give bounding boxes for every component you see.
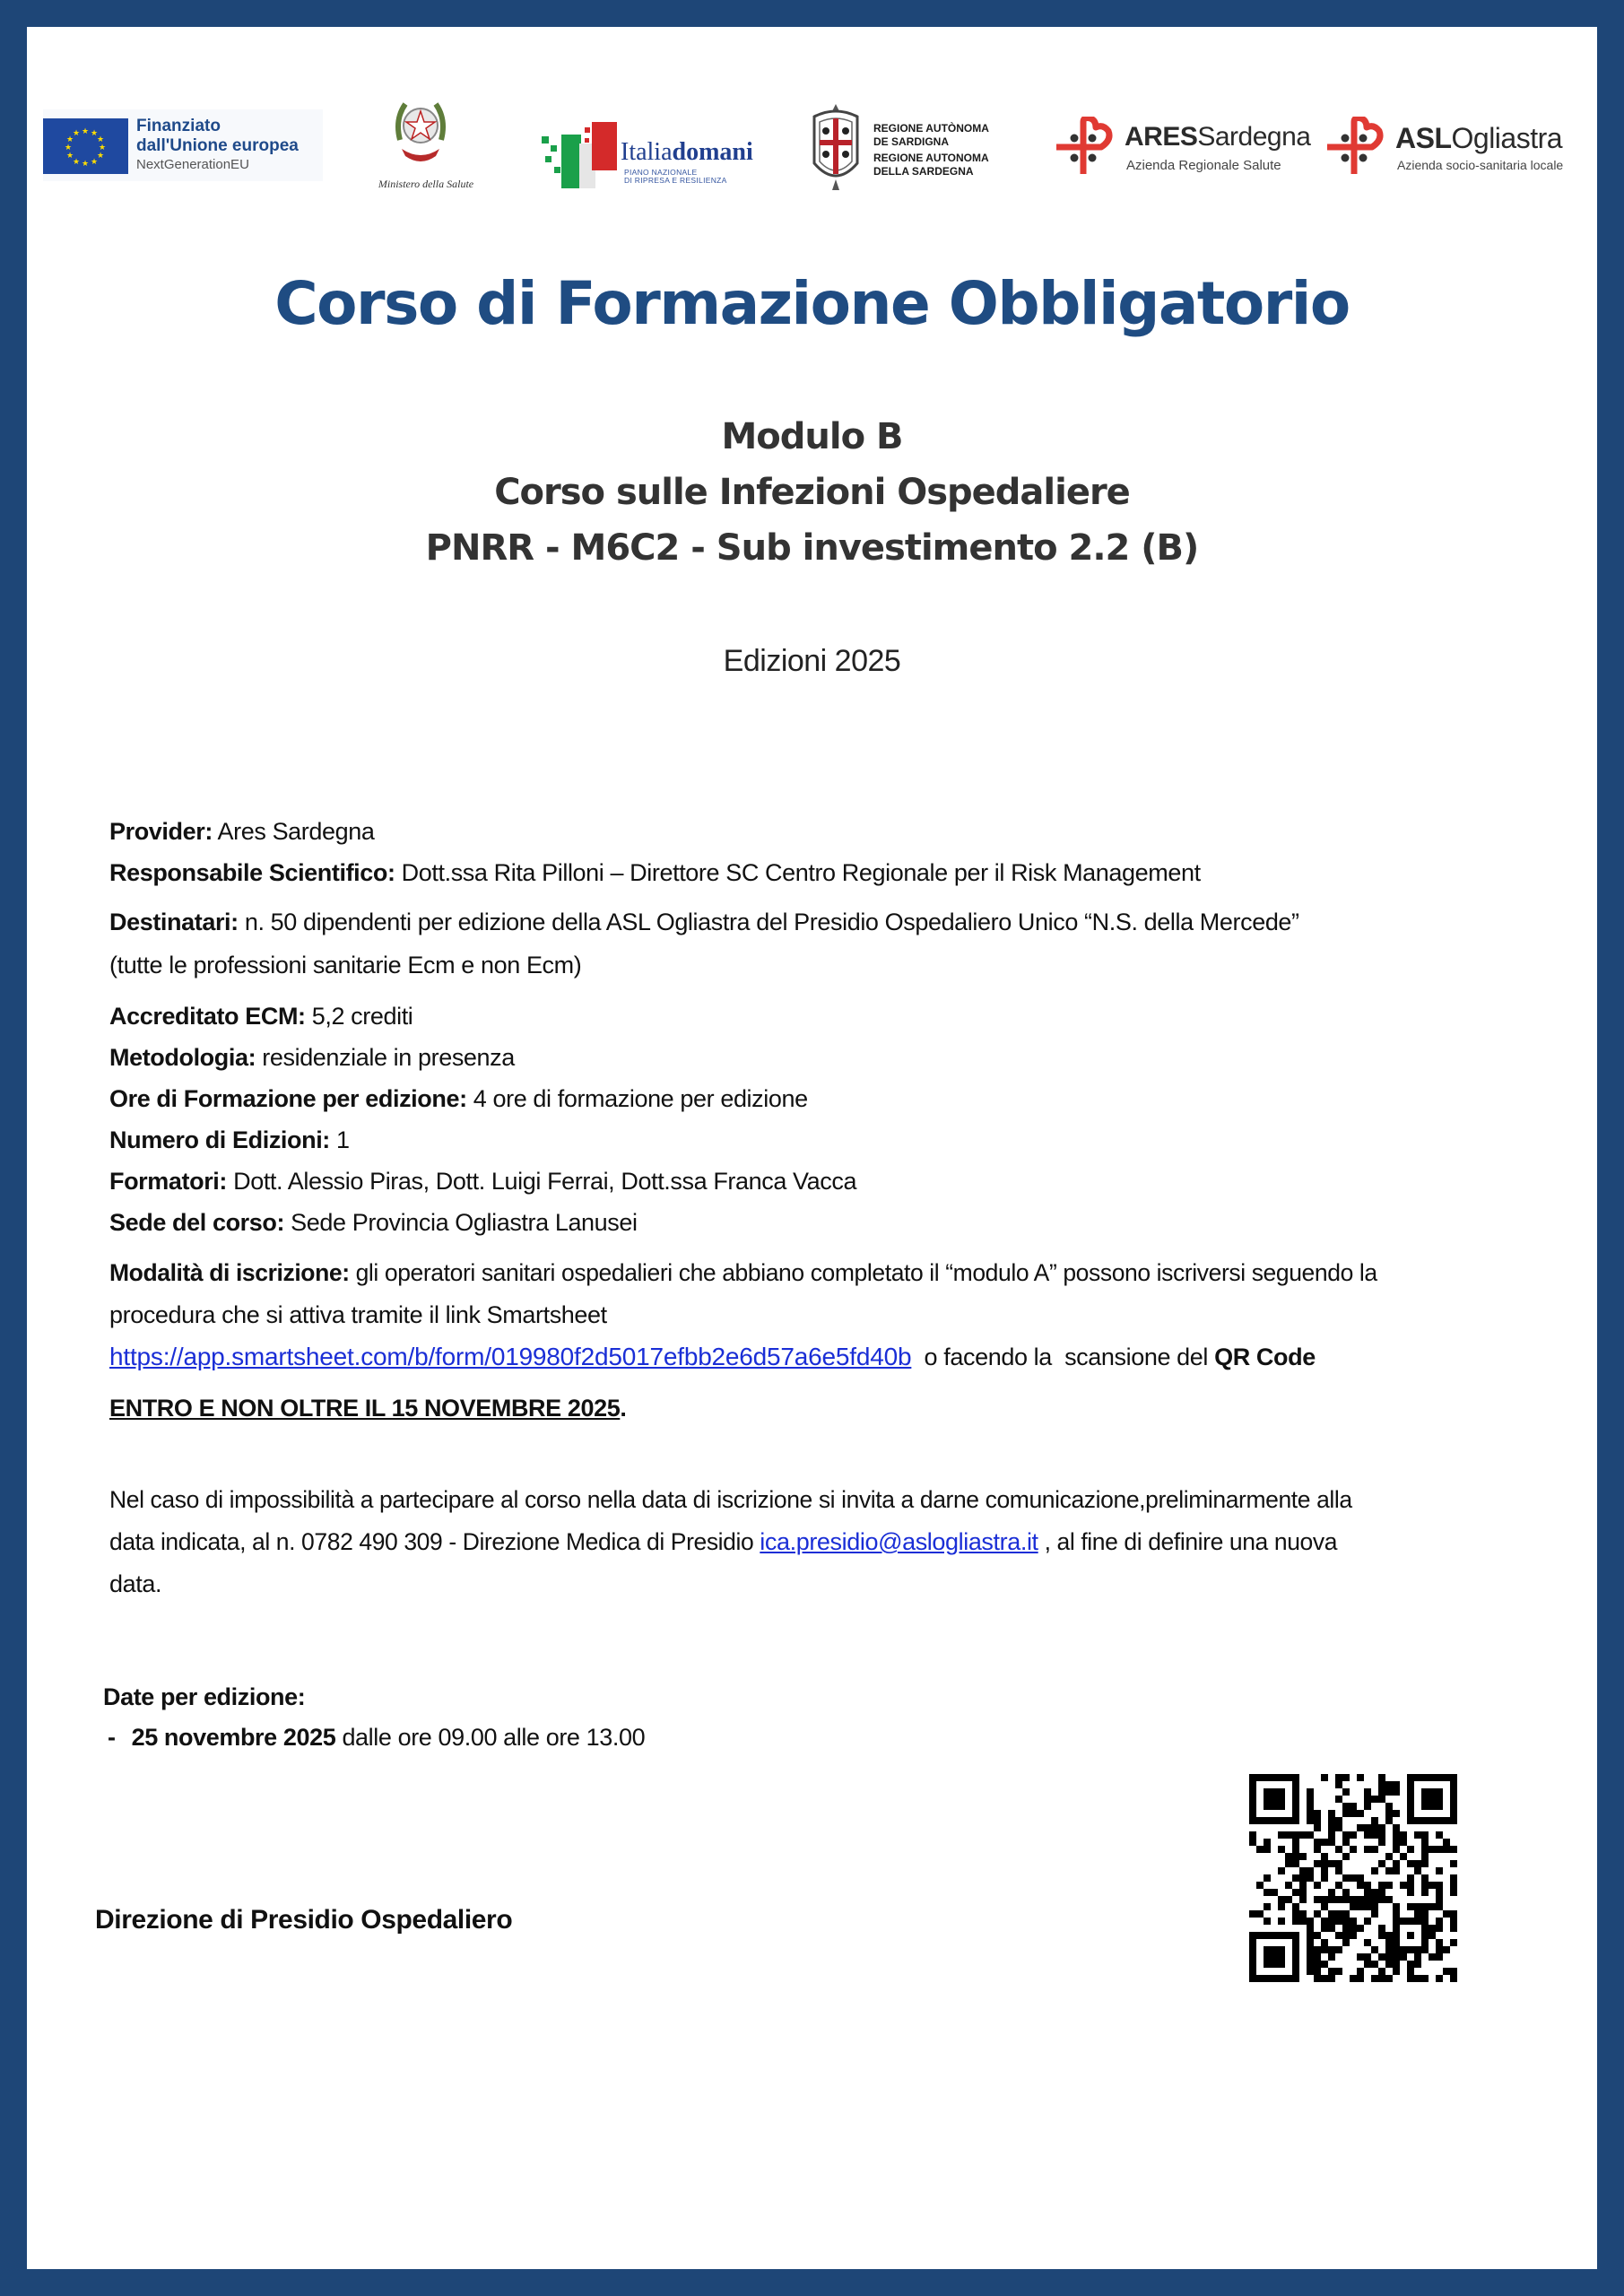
course-title: Corso sulle Infezioni Ospedaliere — [494, 472, 1130, 513]
ares-name-bold: ARES — [1125, 122, 1198, 152]
regione-line4: DELLA SARDEGNA — [873, 165, 974, 178]
iscrizione-line3 — [109, 1343, 1316, 1371]
detail-label: Responsabile Scientifico: — [109, 859, 395, 886]
avviso-text: , al fine di definire una nuova — [1038, 1528, 1338, 1555]
page-title: Corso di Formazione Obbligatorio — [274, 269, 1350, 338]
ministero-caption: Ministero della Salute — [378, 178, 474, 190]
eu-logo-line2: dall'Unione europea — [136, 136, 299, 155]
date-item — [108, 1724, 645, 1752]
ares-subtitle: Azienda Regionale Salute — [1126, 158, 1281, 173]
iscrizione-line2: procedura che si attiva tramite il link Smartsheet — [109, 1301, 607, 1328]
asl-name-bold: ASL — [1395, 122, 1452, 154]
logo-regione-sardegna — [809, 100, 1024, 194]
deadline-period: . — [620, 1395, 627, 1422]
asl-subtitle: Azienda socio-sanitaria locale — [1397, 158, 1564, 172]
program-title: PNRR - M6C2 - Sub investimento 2.2 (B) — [425, 527, 1199, 569]
detail-numero-edizioni — [109, 1126, 350, 1154]
detail-label: Ore di Formazione per edizione: — [109, 1085, 467, 1112]
email-link[interactable]: ica.presidio@aslogliastra.it — [760, 1528, 1038, 1555]
detail-value: Sede Provincia Ogliastra Lanusei — [284, 1209, 638, 1236]
smartsheet-link[interactable]: https://app.smartsheet.com/b/form/019980f2d5017efbb2e6d57a6e5fd40b — [109, 1343, 912, 1370]
detail-value: 5,2 crediti — [305, 1003, 413, 1030]
detail-provider — [109, 818, 374, 846]
logo-eu-nextgeneration — [43, 109, 323, 181]
eu-logo-line3: NextGenerationEU — [136, 157, 249, 172]
qr-code-label: QR Code — [1214, 1344, 1316, 1370]
qr-code-icon[interactable] — [1249, 1774, 1457, 1982]
detail-metodologia — [109, 1044, 515, 1072]
italian-emblem-icon — [393, 97, 448, 169]
logo-ministero-salute — [368, 97, 484, 196]
italiadomani-flag-icon — [538, 118, 621, 190]
avviso-line1: Nel caso di impossibilità a partecipare al corso nella data di iscrizione si invita a darne comunicazione,preliminarmente alla — [109, 1486, 1352, 1513]
iscrizione-deadline — [109, 1395, 626, 1422]
date-value: 25 novembre 2025 — [131, 1724, 336, 1751]
italiadomani-sub1: PIANO NAZIONALE — [624, 168, 698, 177]
iscrizione-text: gli operatori sanitari ospedalieri che abbiano completato il “modulo A” possono iscriversi seguendo la — [349, 1259, 1377, 1286]
detail-value: Dott.ssa Rita Pilloni – Direttore SC Centro Regionale per il Risk Management — [395, 859, 1201, 886]
eu-logo-line1: Finanziato — [136, 117, 221, 135]
detail-destinatari-note: (tutte le professioni sanitarie Ecm e non Ecm) — [109, 952, 582, 978]
detail-destinatari — [109, 909, 1299, 936]
avviso-text: data indicata, al n. 0782 490 309 - Direzione Medica di Presidio — [109, 1528, 760, 1555]
health-cross-heart-icon — [1056, 117, 1114, 176]
detail-label: Accreditato ECM: — [109, 1003, 306, 1030]
detail-value: Ares Sardegna — [212, 818, 375, 845]
detail-ecm — [109, 1003, 413, 1031]
regione-line2: DE SARDIGNA — [873, 135, 950, 148]
detail-label: Destinatari: — [109, 909, 239, 935]
avviso-line2 — [109, 1528, 1337, 1556]
detail-label: Provider: — [109, 818, 213, 845]
deadline-text: ENTRO E NON OLTRE IL 15 NOVEMBRE 2025 — [109, 1395, 621, 1422]
detail-ore — [109, 1085, 808, 1113]
sardinia-coat-of-arms-icon — [809, 100, 863, 194]
detail-value: residenziale in presenza — [256, 1044, 515, 1071]
detail-value: 4 ore di formazione per edizione — [466, 1085, 808, 1112]
italiadomani-word-a: Italia — [621, 138, 673, 166]
logo-italiadomani — [538, 118, 771, 190]
detail-label: Sede del corso: — [109, 1209, 285, 1236]
eu-flag-icon: ★ ★ ★ ★ ★ ★ ★ ★ ★ ★ ★ ★ — [43, 118, 128, 174]
dates-heading: Date per edizione: — [103, 1683, 306, 1710]
regione-line1: REGIONE AUTÒNOMA — [873, 122, 989, 135]
detail-label: Numero di Edizioni: — [109, 1126, 330, 1153]
avviso-line3: data. — [109, 1570, 162, 1597]
iscrizione-label: Modalità di iscrizione: — [109, 1259, 350, 1286]
detail-responsabile — [109, 859, 1201, 887]
detail-label: Metodologia: — [109, 1044, 256, 1071]
detail-sede — [109, 1209, 638, 1237]
detail-value: n. 50 dipendenti per edizione della ASL Ogliastra del Presidio Ospedaliero Unico “N.S. della Mercede” — [238, 909, 1299, 935]
module-title: Modulo B — [721, 416, 903, 457]
edition-label: Edizioni 2025 — [723, 644, 901, 678]
date-time: dalle ore 09.00 alle ore 13.00 — [335, 1724, 646, 1751]
detail-formatori — [109, 1168, 856, 1196]
italiadomani-sub2: DI RIPRESA E RESILIENZA — [624, 176, 727, 185]
asl-name-rest: Ogliastra — [1451, 122, 1563, 154]
iscrizione-text: o facendo la scansione del — [911, 1344, 1215, 1370]
detail-label: Formatori: — [109, 1168, 228, 1195]
italiadomani-word-b: domani — [672, 138, 753, 166]
signature: Direzione di Presidio Ospedaliero — [95, 1905, 513, 1935]
detail-value: Dott. Alessio Piras, Dott. Luigi Ferrai, Dott.ssa Franca Vacca — [227, 1168, 857, 1195]
regione-line3: REGIONE AUTONOMA — [873, 152, 989, 164]
health-cross-heart-icon — [1327, 117, 1385, 176]
logo-ares-sardegna — [1056, 113, 1311, 185]
logo-asl-ogliastra — [1327, 113, 1578, 185]
ares-name-rest: Sardegna — [1197, 122, 1311, 152]
iscrizione-line1 — [109, 1259, 1377, 1287]
date-bullet: - — [108, 1724, 116, 1751]
detail-value: 1 — [329, 1126, 350, 1153]
